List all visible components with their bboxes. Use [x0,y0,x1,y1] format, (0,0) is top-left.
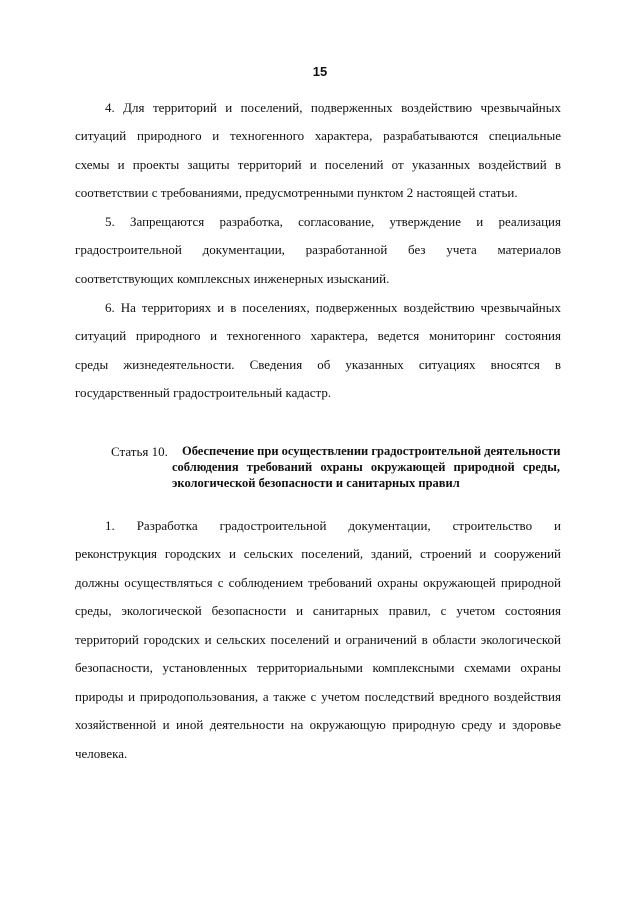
article-paragraph-1-line-5: территорий городских и сельских поселений и ограничений в области экологической [75,632,561,647]
paragraph-6-line-1: 6. На территориях и в поселениях, подверженных воздействию чрезвычайных [105,300,561,315]
article-paragraph-1-line-1: 1. Разработка градостроительной документации, строительство и [105,518,561,533]
paragraph-4-line-3: схемы и проекты защиты территорий и поселений от указанных воздействий в [75,157,561,172]
article-title-line-3: экологической безопасности и санитарных правил [172,476,460,490]
paragraph-6-line-2: ситуаций природного и техногенного характера, ведется мониторинг состояния [75,328,561,343]
article-paragraph-1-line-8: хозяйственной и иной деятельности на окружающую природную среду и здоровье [75,717,561,732]
page-number: 15 [312,64,328,79]
article-paragraph-1-line-2: реконструкция городских и сельских поселений, зданий, строений и сооружений [75,546,561,561]
article-paragraph-1-line-7: природы и природопользования, а также с учетом последствий вредного воздействия [75,689,561,704]
paragraph-6-line-3: среды жизнедеятельности. Сведения об указанных ситуациях вносятся в [75,357,561,372]
article-paragraph-1-line-6: безопасности, установленных территориальными комплексными схемами охраны [75,660,561,675]
paragraph-5-line-3: соответствующих комплексных инженерных изысканий. [75,271,390,286]
article-label: Статья 10. [111,444,168,459]
paragraph-5-line-2: градостроительной документации, разработанной без учета материалов [75,242,561,257]
paragraph-4-line-1: 4. Для территорий и поселений, подверженных воздействию чрезвычайных [105,100,561,115]
article-title-line-2: соблюдения требований охраны окружающей природной среды, [172,460,560,474]
article-paragraph-1-line-9: человека. [75,746,128,761]
article-title-line-1: Обеспечение при осуществлении градостроительной деятельности [182,444,561,458]
paragraph-4-line-2: ситуаций природного и техногенного характера, разрабатываются специальные [75,128,561,143]
paragraph-6-line-4: государственный градостроительный кадастр. [75,385,332,400]
paragraph-4-line-4: соответствии с требованиями, предусмотренными пунктом 2 настоящей статьи. [75,185,518,200]
paragraph-5-line-1: 5. Запрещаются разработка, согласование, утверждение и реализация [105,214,561,229]
article-paragraph-1-line-4: среды, экологической безопасности и санитарных правил, с учетом состояния [75,603,561,618]
article-paragraph-1-line-3: должны осуществляться с соблюдением требований охраны окружающей природной [75,575,561,590]
